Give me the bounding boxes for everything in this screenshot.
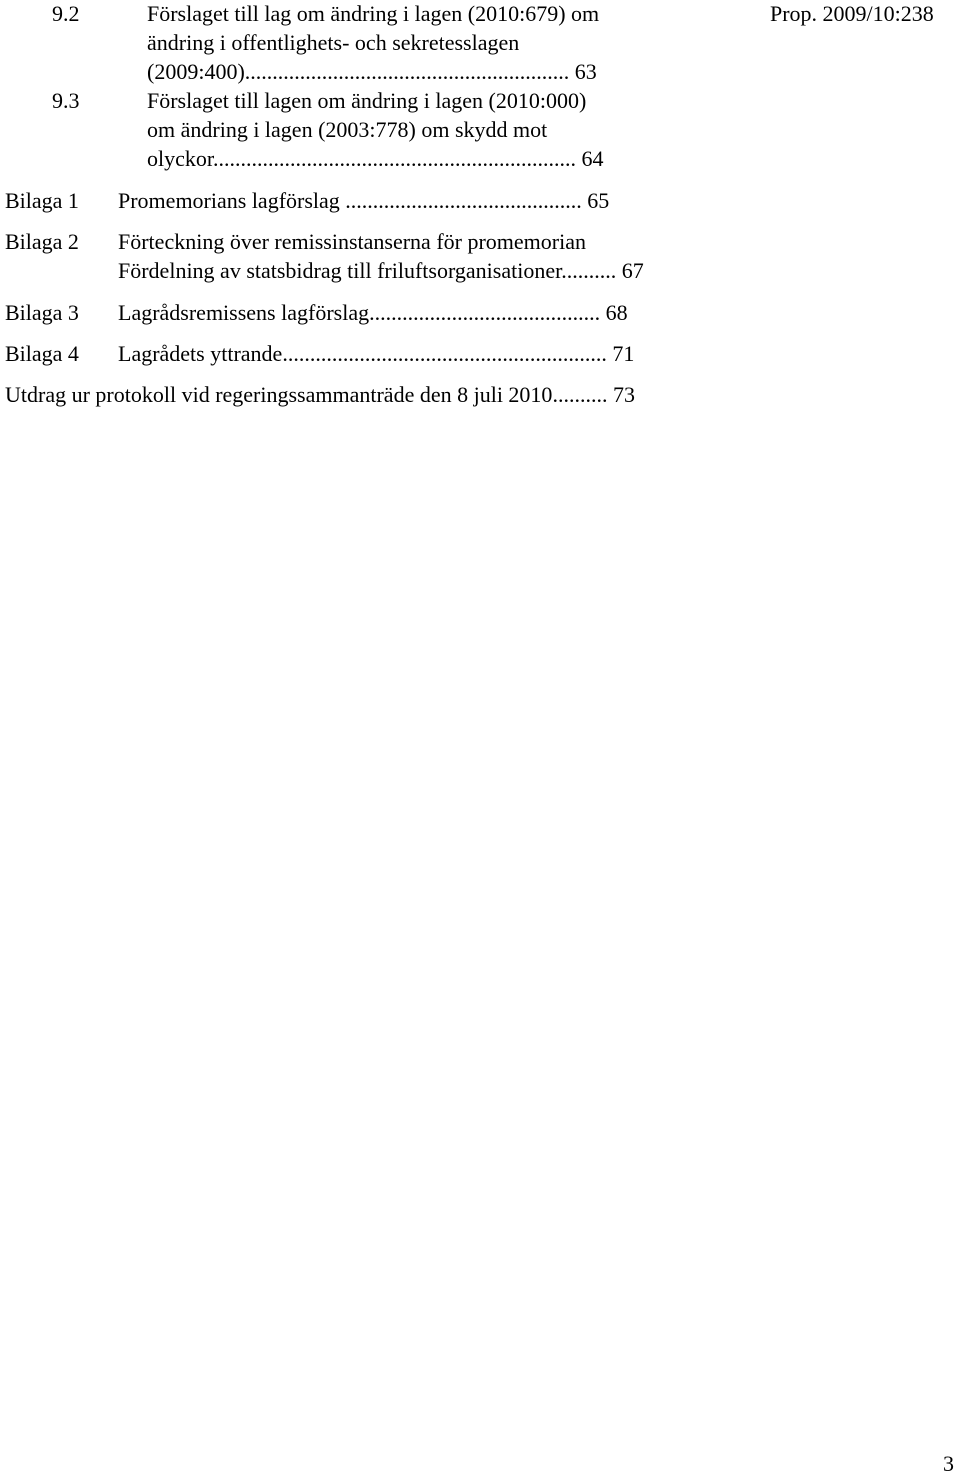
toc-bilaga-4-label: Bilaga 4 [5, 341, 79, 366]
toc-number-9-3: 9.3 [52, 88, 80, 113]
leader-dots: ........................................................... [282, 341, 613, 366]
toc-utdrag-page: 73 [612, 382, 635, 407]
toc-bilaga-1-entry [118, 187, 609, 215]
toc-bilaga-2-line1: Förteckning över remissinstanserna för promemorian [118, 229, 586, 254]
toc-9-3-line3-text: olyckor [147, 146, 213, 171]
toc-bilaga-3-entry [118, 299, 628, 327]
toc-bilaga-3-label: Bilaga 3 [5, 300, 79, 325]
toc-9-2-line3 [147, 58, 597, 86]
toc-bilaga-4-page: 71 [612, 341, 635, 366]
leader-dots: ........................................... [339, 188, 588, 213]
page-number: 3 [943, 1451, 954, 1476]
toc-bilaga-4-title: Lagrådets yttrande [118, 341, 283, 366]
toc-9-2-line1: Förslaget till lag om ändring i lagen (2010:679) om [147, 1, 600, 26]
toc-9-2-line3-text: (2009:400) [147, 59, 245, 84]
toc-bilaga-1-label: Bilaga 1 [5, 188, 79, 213]
toc-utdrag-entry [5, 381, 635, 409]
toc-bilaga-3-title: Lagrådsremissens lagförslag [118, 300, 370, 325]
toc-9-2-line2: ändring i offentlighets- och sekretesslagen [147, 30, 520, 55]
leader-dots: .......... [552, 382, 613, 407]
toc-9-3-page: 64 [581, 146, 604, 171]
leader-dots: .......................................... [369, 300, 606, 325]
toc-bilaga-2-label: Bilaga 2 [5, 229, 79, 254]
toc-bilaga-2-page: 67 [621, 258, 644, 283]
toc-9-3-line2: om ändring i lagen (2003:778) om skydd mot [147, 117, 548, 142]
leader-dots: .......... [561, 258, 622, 283]
toc-9-2-page: 63 [574, 59, 597, 84]
prop-reference: Prop. 2009/10:238 [770, 1, 934, 26]
toc-bilaga-2-line2 [118, 257, 644, 285]
toc-bilaga-2-line2-text: Fördelning av statsbidrag till friluftsorganisationer [118, 258, 562, 283]
toc-bilaga-1-title: Promemorians lagförslag [118, 188, 340, 213]
toc-9-3-line3 [147, 145, 604, 173]
toc-bilaga-3-page: 68 [605, 300, 628, 325]
leader-dots: .................................................................. [213, 146, 582, 171]
toc-9-3-line1: Förslaget till lagen om ändring i lagen (2010:000) [147, 88, 587, 113]
leader-dots: ........................................................... [244, 59, 575, 84]
toc-number-9-2: 9.2 [52, 1, 80, 26]
toc-utdrag-title: Utdrag ur protokoll vid regeringssammanträde den 8 juli 2010 [5, 382, 553, 407]
toc-bilaga-4-entry [118, 340, 634, 368]
toc-bilaga-1-page: 65 [587, 188, 610, 213]
